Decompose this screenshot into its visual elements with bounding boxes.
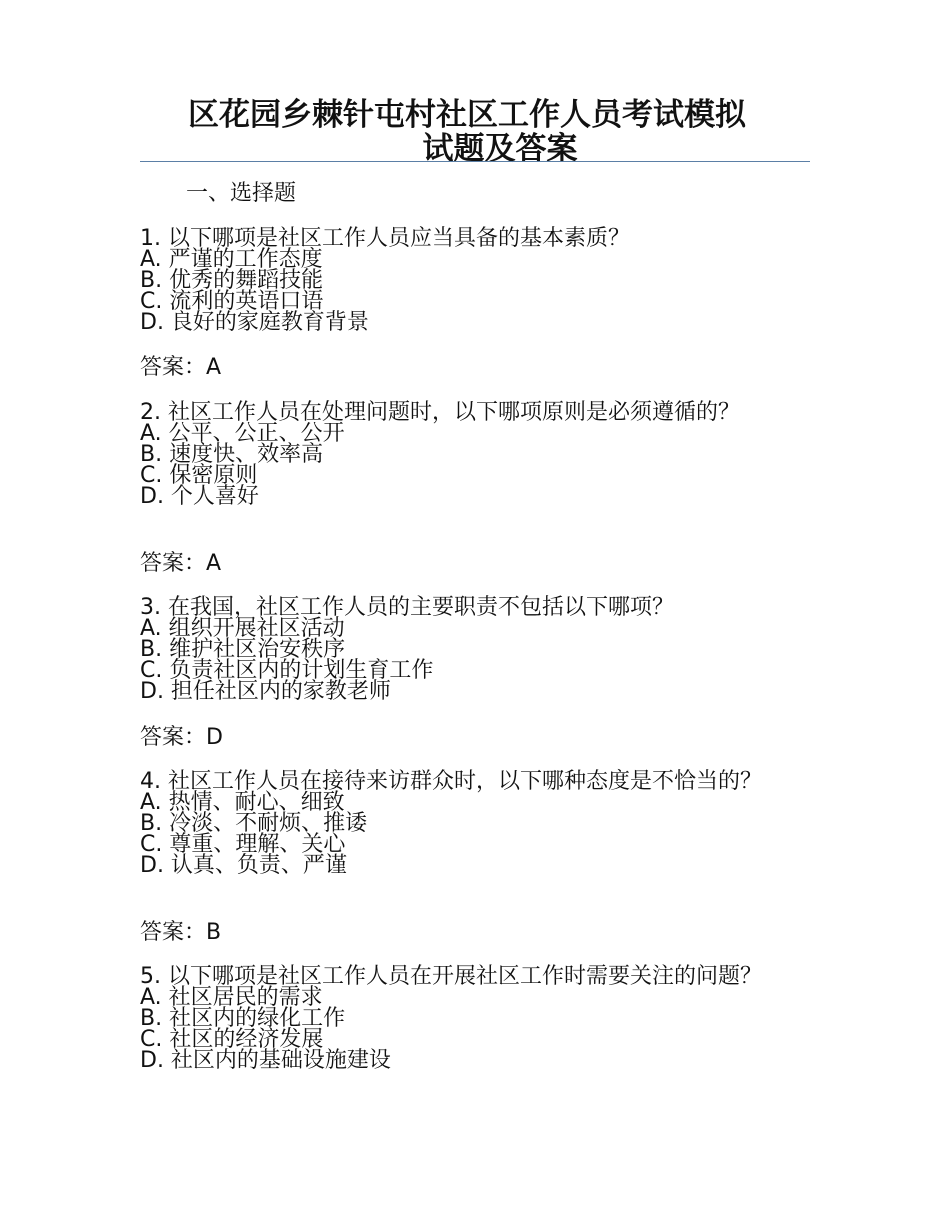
question-stem: 3. 在我国，社区工作人员的主要职责不包括以下哪项？ bbox=[140, 595, 674, 620]
question-1 bbox=[140, 228, 800, 333]
option-b: B. 维护社区治安秩序 bbox=[140, 637, 346, 662]
answer-1: 答案：A bbox=[140, 355, 222, 380]
option-a: A. 严谨的工作态度 bbox=[140, 247, 323, 272]
title-underline bbox=[140, 161, 810, 162]
option-d: D. 社区内的基础设施建设 bbox=[140, 1048, 391, 1073]
option-d: D. 担任社区内的家教老师 bbox=[140, 679, 391, 704]
document-title bbox=[188, 98, 812, 166]
question-3 bbox=[140, 597, 800, 702]
option-b: B. 冷淡、不耐烦、推诿 bbox=[140, 811, 368, 836]
option-d: D. 个人喜好 bbox=[140, 484, 259, 509]
option-c: C. 负责社区内的计划生育工作 bbox=[140, 658, 434, 683]
document-title-line-2: 试题及答案 bbox=[422, 131, 578, 167]
question-2 bbox=[140, 402, 800, 507]
option-b: B. 优秀的舞蹈技能 bbox=[140, 268, 324, 293]
option-c: C. 保密原则 bbox=[140, 463, 258, 488]
question-stem: 2. 社区工作人员在处理问题时，以下哪项原则是必须遵循的？ bbox=[140, 400, 740, 425]
option-b: B. 速度快、效率高 bbox=[140, 442, 324, 467]
question-5 bbox=[140, 966, 800, 1071]
option-d: D. 良好的家庭教育背景 bbox=[140, 310, 369, 335]
answer-3: 答案：D bbox=[140, 725, 223, 750]
question-stem: 5. 以下哪项是社区工作人员在开展社区工作时需要关注的问题？ bbox=[140, 964, 762, 989]
question-4 bbox=[140, 771, 800, 876]
option-c: C. 社区的经济发展 bbox=[140, 1027, 324, 1052]
option-c: C. 流利的英语口语 bbox=[140, 289, 324, 314]
section-heading: 一、选择题 bbox=[186, 181, 297, 206]
option-a: A. 热情、耐心、细致 bbox=[140, 790, 345, 815]
question-stem: 1. 以下哪项是社区工作人员应当具备的基本素质？ bbox=[140, 226, 630, 251]
option-a: A. 公平、公正、公开 bbox=[140, 421, 345, 446]
option-c: C. 尊重、理解、关心 bbox=[140, 832, 346, 857]
option-b: B. 社区内的绿化工作 bbox=[140, 1006, 346, 1031]
option-a: A. 社区居民的需求 bbox=[140, 985, 323, 1010]
option-d: D. 认真、负责、严谨 bbox=[140, 853, 347, 878]
answer-2: 答案：A bbox=[140, 551, 222, 576]
document-title-line-1: 区花园乡棘针屯村社区工作人员考试模拟 bbox=[188, 97, 746, 133]
answer-4: 答案：B bbox=[140, 920, 222, 945]
option-a: A. 组织开展社区活动 bbox=[140, 616, 345, 641]
question-stem: 4. 社区工作人员在接待来访群众时，以下哪种态度是不恰当的？ bbox=[140, 769, 762, 794]
